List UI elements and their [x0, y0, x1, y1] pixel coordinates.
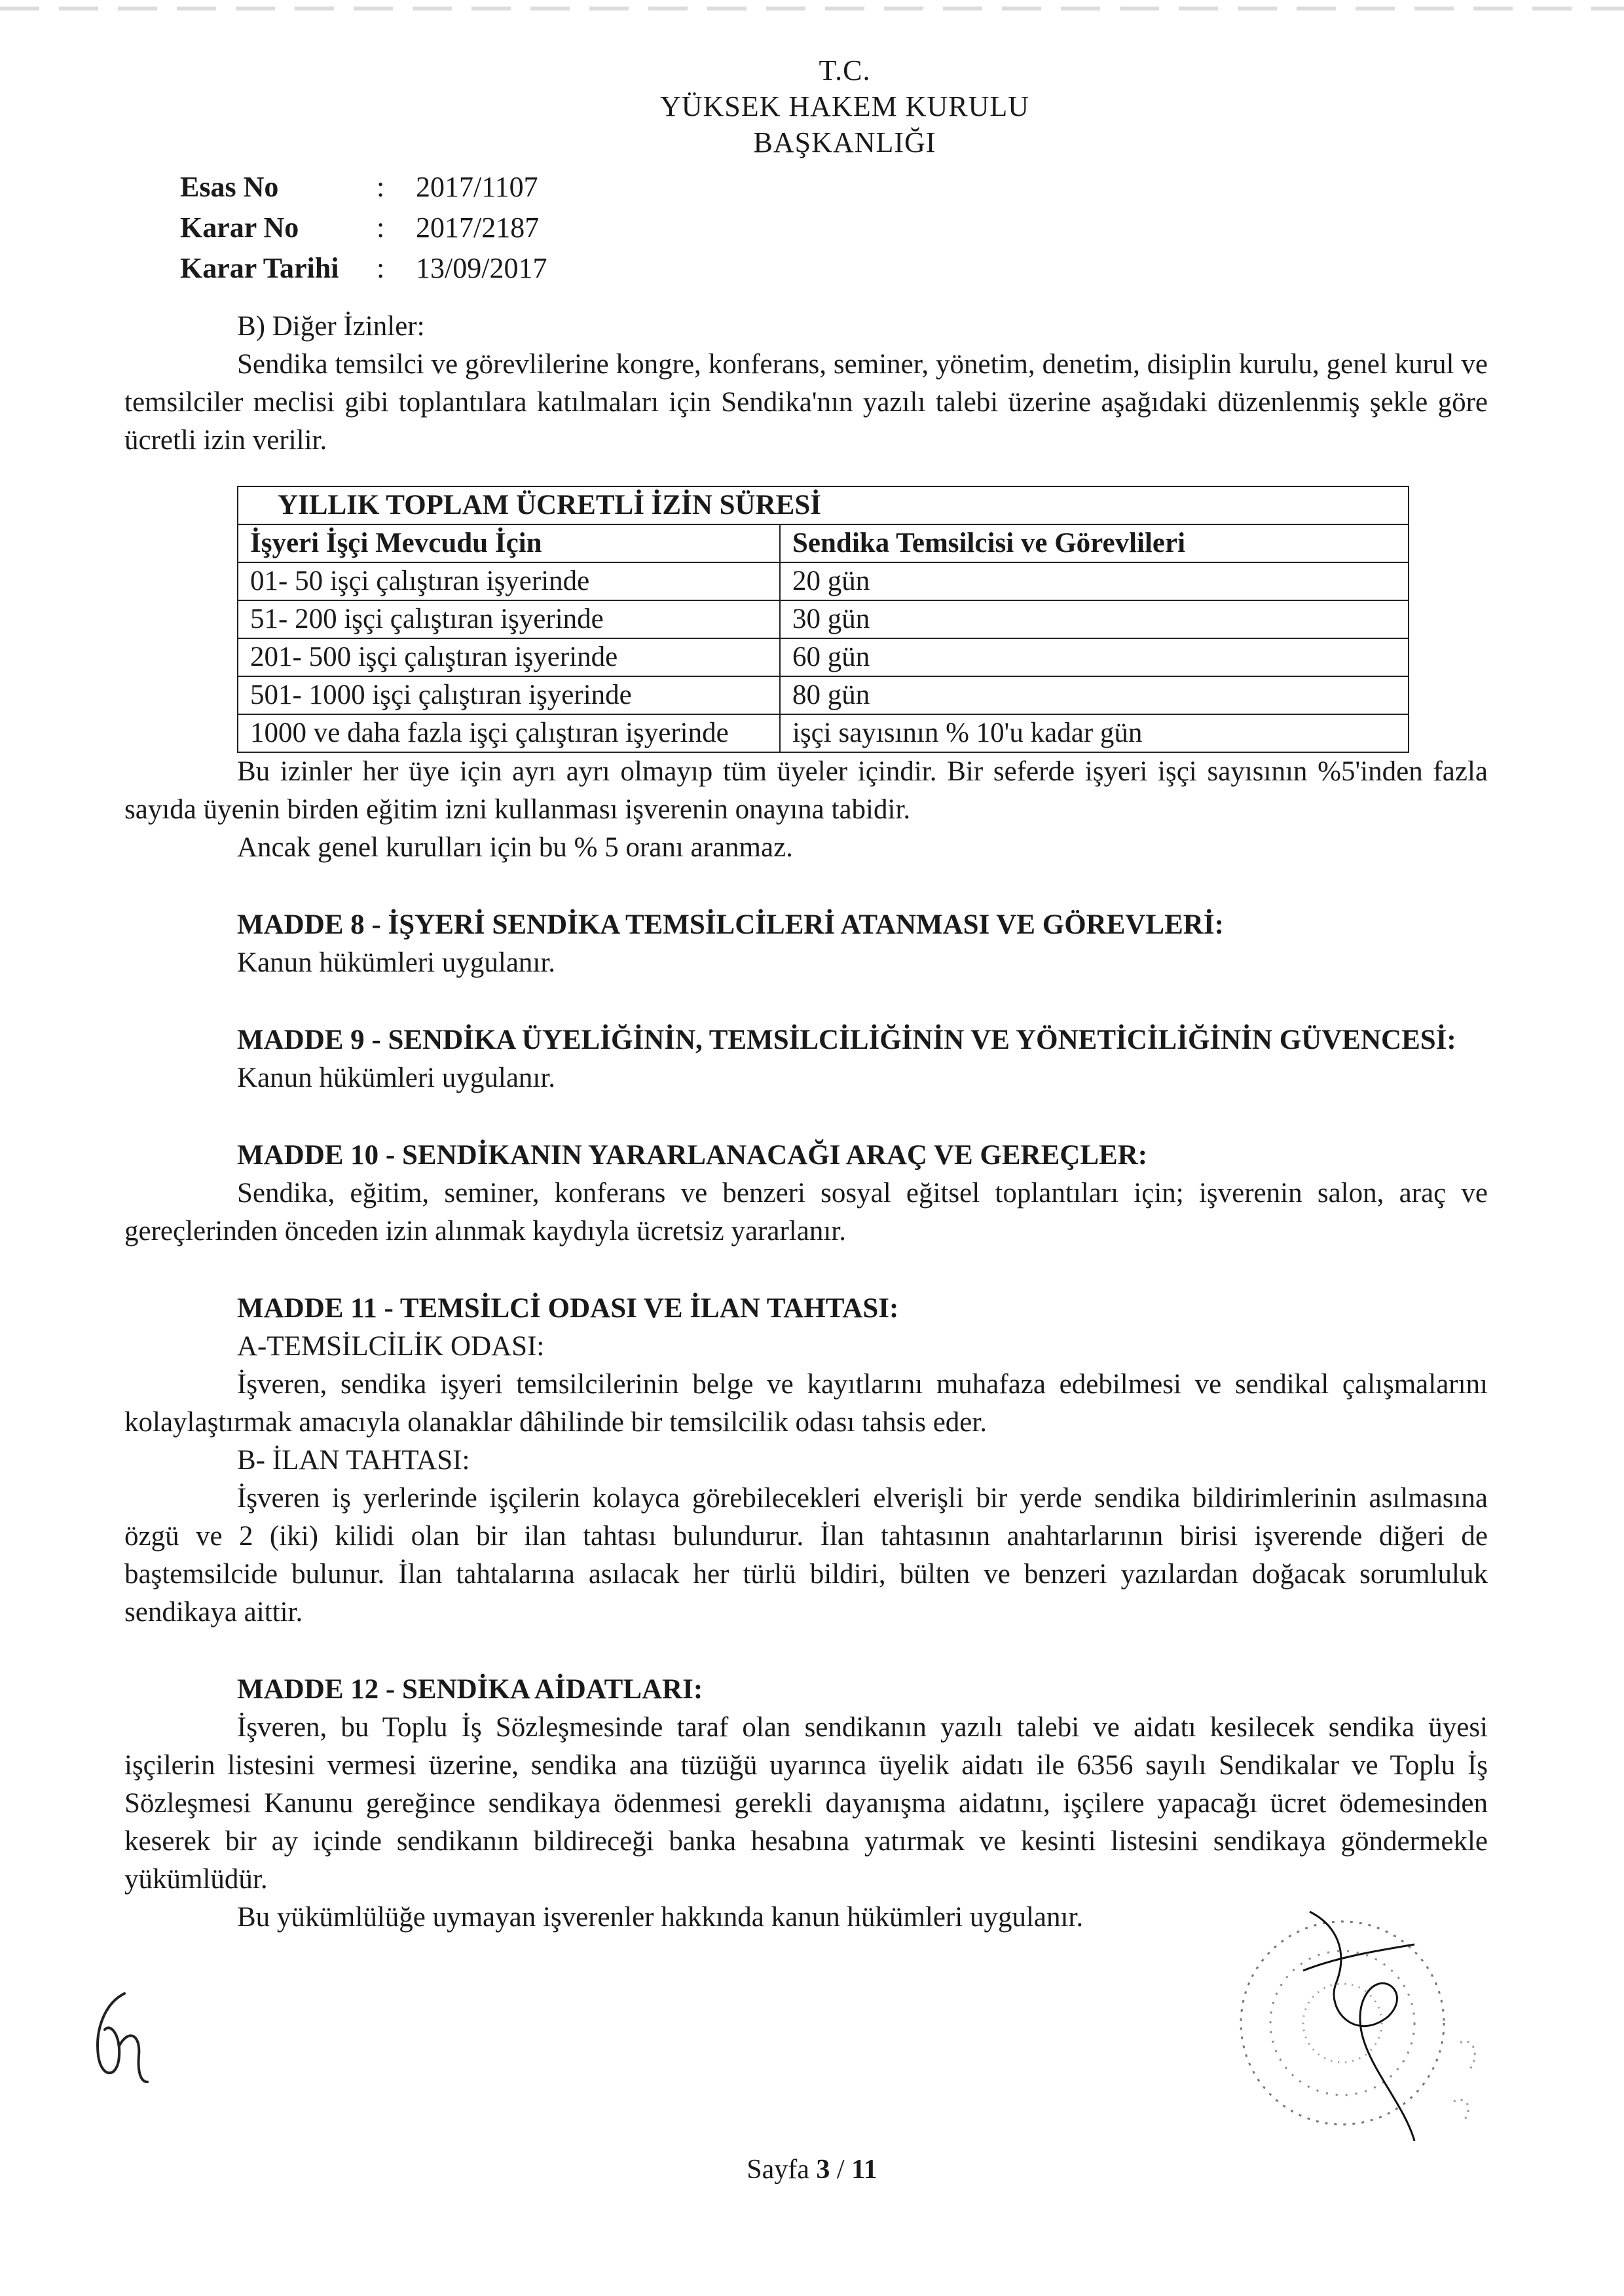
table-title: YILLIK TOPLAM ÜCRETLİ İZİN SÜRESİ: [238, 486, 1409, 524]
madde12-text2: Bu yükümlülüğe uymayan işverenler hakkında kanun hükümleri uygulanır.: [237, 1902, 1084, 1933]
footer-sep: /: [830, 2155, 852, 2185]
madde10-heading: MADDE 10 - SENDİKANIN YARARLANACAĞI ARAÇ VE GEREÇLER:: [237, 1140, 1148, 1171]
leave-table: [237, 486, 1409, 753]
meta-value: 2017/2187: [416, 211, 540, 244]
seal-stamp-icon: [1139, 1886, 1532, 2147]
footer-page: 3: [816, 2155, 830, 2185]
table-title-row: [238, 486, 1409, 524]
meta-value: 13/09/2017: [416, 252, 547, 284]
table-cell: 80 gün: [780, 676, 1409, 714]
madde8-text: Kanun hükümleri uygulanır.: [237, 947, 556, 978]
handwritten-initial-icon: [79, 1984, 157, 2088]
meta-row: Karar Tarihi : 13/09/2017: [180, 248, 547, 289]
meta-value: 2017/1107: [416, 171, 538, 203]
table-cell: işçi sayısının % 10'u kadar gün: [780, 714, 1409, 752]
table-row: [238, 714, 1409, 752]
header-line2: YÜKSEK HAKEM KURULU: [659, 90, 1030, 122]
document-body: [124, 308, 1488, 1937]
table-header: İşyeri İşçi Mevcudu İçin: [238, 524, 780, 562]
table-cell: 201- 500 işçi çalıştıran işyerinde: [238, 638, 780, 676]
table-row: [238, 638, 1409, 676]
table-cell: 20 gün: [780, 562, 1409, 600]
page-footer: [0, 2154, 1624, 2185]
meta-label: Karar No: [180, 211, 299, 244]
table-cell: 30 gün: [780, 600, 1409, 638]
madde11-text-b: İşveren iş yerlerinde işçilerin kolayca görebilecekleri elverişli bir yerde sendika bildirimlerinin asılmasına özgü ve 2 (iki) kilidi olan bir ilan tahtası bulundurur. İlan tahtasının anahtarlarının birisi işverende diğeri de baştemsilcide bulunur. İlan tahtalarına asılacak her türlü bildiri, bülten ve benzeri yazılardan doğacak sorumluluk sendikaya aittir.: [124, 1483, 1488, 1628]
madde9-heading: MADDE 9 - SENDİKA ÜYELİĞİNİN, TEMSİLCİLİĞİNİN VE YÖNETİCİLİĞİNİN GÜVENCESİ:: [237, 1025, 1456, 1055]
madde11-heading: MADDE 11 - TEMSİLCİ ODASI VE İLAN TAHTASI:: [237, 1293, 899, 1324]
footer-prefix: Sayfa: [747, 2155, 817, 2185]
madde9-text: Kanun hükümleri uygulanır.: [237, 1063, 556, 1093]
table-cell: 60 gün: [780, 638, 1409, 676]
table-row: [238, 562, 1409, 600]
madde12-text1: İşveren, bu Toplu İş Sözleşmesinde taraf olan sendikanın yazılı talebi ve aidatı kesilecek sendika üyesi işçilerin listesini vermesi üzerine, sendika ana tüzüğü uyarınca üyelik aidatı ile 6356 sayılı Sendikalar ve Toplu İş Sözleşmesi Kanunu gereğince sendikaya ödenmesi gerekli dayanışma aidatını, işçilere yapacağı ücret ödemesinden keserek bir ay içinde sendikanın bildireceği banka hesabına yatırmak ve kesinti listesini sendikaya göndermekle yükümlüdür.: [124, 1712, 1488, 1895]
table-row: [238, 600, 1409, 638]
table-cell: 51- 200 işçi çalıştıran işyerinde: [238, 600, 780, 638]
madde11-sub-a: A-TEMSİLCİLİK ODASI:: [237, 1331, 545, 1362]
table-header: Sendika Temsilcisi ve Görevlileri: [780, 524, 1409, 562]
madde11-text-a: İşveren, sendika işyeri temsilcilerinin belge ve kayıtlarını muhafaza edebilmesi ve sendikal çalışmalarını kolaylaştırmak amacıyla olanaklar dâhilinde bir temsilcilik odası tahsis eder.: [124, 1369, 1488, 1438]
after-table-p2: Ancak genel kurulları için bu % 5 oranı aranmaz.: [237, 832, 793, 863]
footer-total: 11: [851, 2155, 877, 2185]
section-b-text: Sendika temsilci ve görevlilerine kongre, konferans, seminer, yönetim, denetim, disiplin kurulu, genel kurul ve temsilciler meclisi gibi toplantılara katılmaları için Sendika'nın yazılı talebi üzerine aşağıdaki düzenlenmiş şekle göre ücretli izin verilir.: [124, 349, 1488, 456]
madde11-sub-b: B- İLAN TAHTASI:: [237, 1445, 470, 1476]
table-cell: 501- 1000 işçi çalıştıran işyerinde: [238, 676, 780, 714]
header-line1: T.C.: [819, 54, 871, 86]
document-header: [0, 52, 1624, 160]
table-cell: 01- 50 işçi çalıştıran işyerinde: [238, 562, 780, 600]
meta-row: Karar No : 2017/2187: [180, 208, 547, 248]
madde8-heading: MADDE 8 - İŞYERİ SENDİKA TEMSİLCİLERİ ATANMASI VE GÖREVLERİ:: [237, 909, 1224, 940]
section-b-title: B) Diğer İzinler:: [237, 311, 425, 342]
case-meta: [180, 167, 547, 289]
table-row: [238, 676, 1409, 714]
table-cell: 1000 ve daha fazla işçi çalıştıran işyerinde: [238, 714, 780, 752]
madde12-heading: MADDE 12 - SENDİKA AİDATLARI:: [237, 1674, 703, 1705]
meta-label: Esas No: [180, 171, 279, 203]
table-header-row: [238, 524, 1409, 562]
meta-label: Karar Tarihi: [180, 252, 339, 284]
madde10-text: Sendika, eğitim, seminer, konferans ve benzeri sosyal eğitsel toplantıları için; işverenin salon, araç ve gereçlerinden önceden izin alınmak kaydıyla ücretsiz yararlanır.: [124, 1178, 1488, 1247]
meta-row: Esas No : 2017/1107: [180, 167, 547, 208]
after-table-p1: Bu izinler her üye için ayrı ayrı olmayıp tüm üyeler içindir. Bir seferde işyeri işçi sayısının %5'inden fazla sayıda üyenin birden eğitim izni kullanması işverenin onayına tabidir.: [124, 756, 1488, 825]
scan-artifact: [0, 7, 1624, 10]
header-line3: BAŞKANLIĞI: [753, 126, 936, 158]
